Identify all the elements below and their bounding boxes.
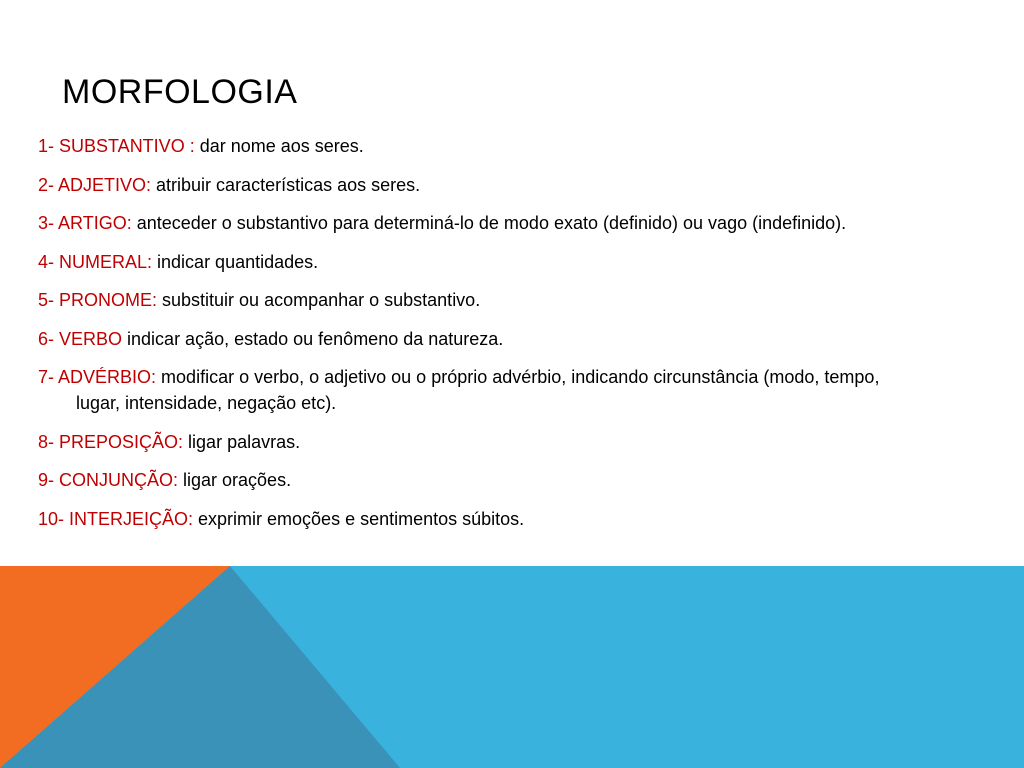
item-definition: indicar ação, estado ou fenômeno da natureza.	[122, 328, 504, 349]
list-item	[38, 326, 918, 352]
decorative-footer-band	[0, 566, 1024, 768]
item-definition: ligar orações.	[178, 470, 292, 490]
item-definition: substituir ou acompanhar o substantivo.	[157, 290, 481, 310]
item-definition: atribuir características aos seres.	[151, 174, 421, 195]
item-definition: dar nome aos seres.	[194, 136, 364, 156]
item-term: 1- SUBSTANTIVO :	[38, 136, 195, 156]
item-term: 7- ADVÉRBIO:	[38, 367, 157, 387]
item-term: 2- ADJETIVO:	[38, 174, 152, 195]
list-item	[38, 287, 918, 313]
list-item	[38, 467, 918, 493]
item-definition: modificar o verbo, o adjetivo ou o próprio advérbio, indicando circunstância (modo, tempo, lugar, intensidade, negação etc).	[76, 367, 880, 413]
item-definition: exprimir emoções e sentimentos súbitos.	[193, 508, 525, 529]
list-item	[38, 506, 918, 532]
slide-title: MORFOLOGIA	[62, 73, 298, 111]
item-term: 9- CONJUNÇÃO:	[38, 470, 179, 490]
item-definition: ligar palavras.	[183, 431, 301, 452]
list-item	[38, 210, 918, 236]
item-definition: indicar quantidades.	[152, 251, 319, 272]
item-term: 10- INTERJEIÇÃO:	[38, 508, 194, 529]
item-definition: anteceder o substantivo para determiná-lo de modo exato (definido) ou vago (indefinido).	[131, 213, 847, 233]
item-term: 6- VERBO	[38, 328, 123, 349]
footer-shapes	[0, 566, 1024, 768]
item-term: 5- PRONOME:	[38, 290, 158, 310]
list-item	[38, 364, 918, 416]
list-item	[38, 429, 918, 455]
list-item	[38, 133, 918, 159]
list-item	[38, 249, 918, 275]
item-term: 4- NUMERAL:	[38, 251, 153, 272]
item-term: 8- PREPOSIÇÃO:	[38, 431, 184, 452]
item-list	[38, 133, 918, 544]
item-term: 3- ARTIGO:	[38, 213, 132, 233]
list-item	[38, 172, 918, 198]
